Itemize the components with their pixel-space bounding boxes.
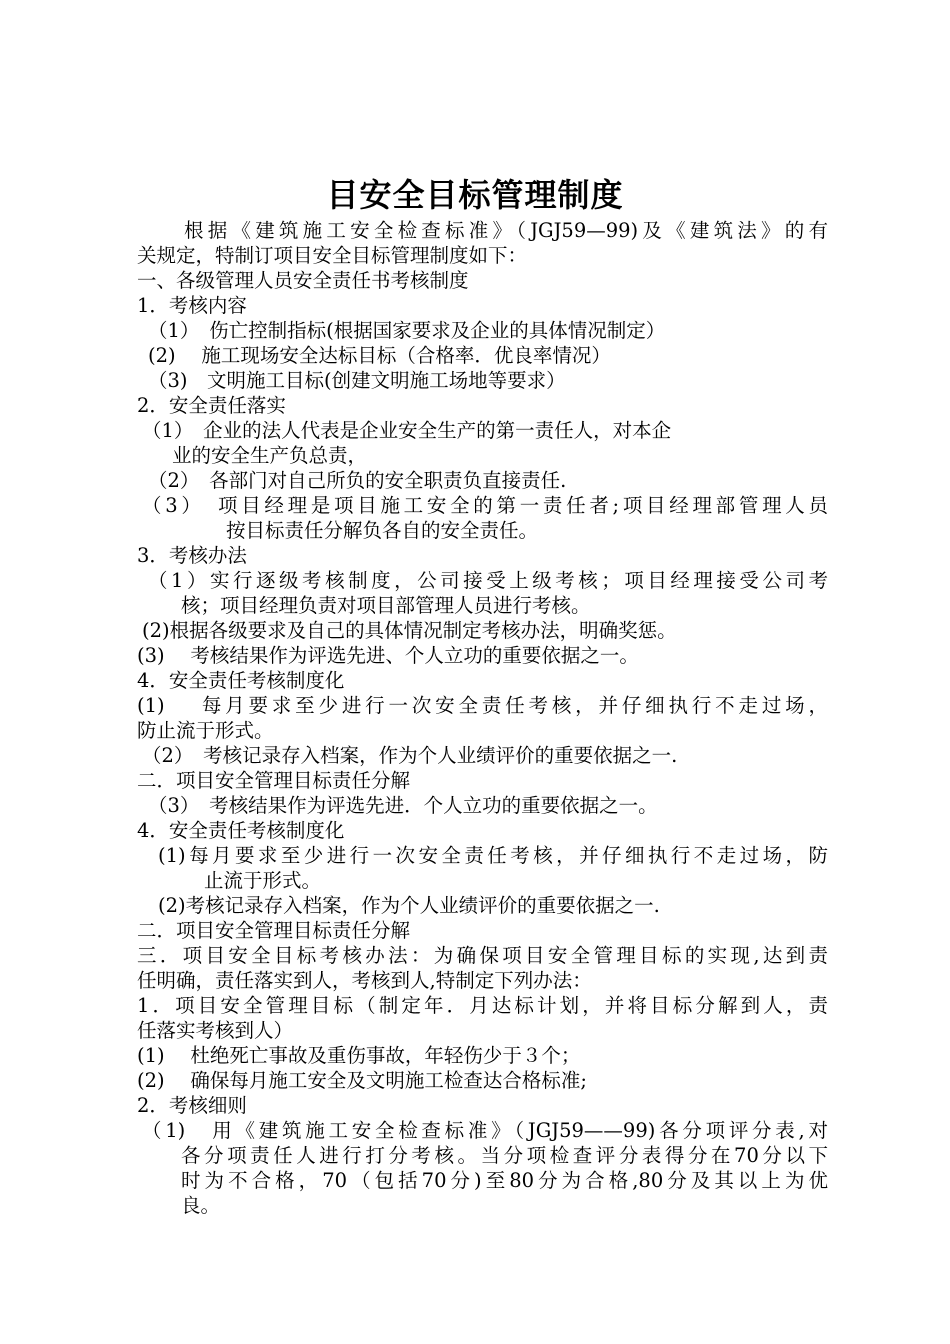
list-item: （1）实行逐级考核制度，公司接受上级考核；项目经理接受公司考 bbox=[148, 569, 828, 592]
list-item-continuation: 良。 bbox=[181, 1194, 221, 1217]
list-item: (2) 确保每月施工安全及文明施工检查达合格标准; bbox=[137, 1069, 587, 1092]
list-item: (2)考核记录存入档案，作为个人业绩评价的重要依据之一. bbox=[158, 894, 660, 917]
paragraph-line: 关规定，特制订项目安全目标管理制度如下： bbox=[137, 244, 528, 267]
paragraph-line: 根据《建筑施工安全检查标准》（JGJ59—99)及《建筑法》的有 bbox=[184, 219, 828, 242]
list-item: （2） 考核记录存入档案，作为个人业绩评价的重要依据之一. bbox=[142, 744, 678, 767]
subsection-heading: 3．考核办法 bbox=[137, 544, 247, 567]
list-item: （3） 考核结果作为评选先进．个人立功的重要依据之一。 bbox=[148, 794, 658, 817]
section-heading: 二．项目安全管理目标责任分解 bbox=[137, 769, 411, 792]
subsection-heading: 4．安全责任考核制度化 bbox=[137, 819, 345, 842]
subsection-heading: 1．考核内容 bbox=[137, 294, 247, 317]
list-item: （1） 伤亡控制指标(根据国家要求及企业的具体情况制定） bbox=[148, 319, 666, 342]
list-item-continuation: 防止流于形式。 bbox=[137, 719, 274, 742]
paragraph-line: 任明确，责任落实到人，考核到人,特制定下列办法： bbox=[137, 969, 592, 992]
subsection-heading: 1．项目安全管理目标（制定年．月达标计划，并将目标分解到人，责 bbox=[137, 994, 828, 1017]
list-item: (1) 每月要求至少进行一次安全责任考核，并仔细执行不走过场， bbox=[137, 694, 828, 717]
list-item-continuation: 各分项责任人进行打分考核。当分项检查评分表得分在70分以下 bbox=[181, 1144, 828, 1167]
list-item: (2)根据各级要求及自己的具体情况制定考核办法，明确奖惩。 bbox=[142, 619, 677, 642]
section-heading: 二．项目安全管理目标责任分解 bbox=[137, 919, 411, 942]
list-item-continuation: 时为不合格，70（包括70分)至80分为合格,80分及其以上为优 bbox=[181, 1169, 828, 1192]
list-item: （2） 各部门对自己所负的安全职责负直接责任. bbox=[148, 469, 567, 492]
section-heading: 三．项目安全目标考核办法：为确保项目安全管理目标的实现,达到责 bbox=[137, 944, 828, 967]
list-item-continuation: 按目标责任分解负各自的安全责任。 bbox=[226, 519, 539, 542]
list-item: (1) 杜绝死亡事故及重伤事故，年轻伤少于３个； bbox=[137, 1044, 581, 1067]
subsection-heading: 2．考核细则 bbox=[137, 1094, 247, 1117]
list-item: （1） 企业的法人代表是企业安全生产的第一责任人，对本企 bbox=[142, 419, 672, 442]
list-item: (2) 施工现场安全达标目标（合格率．优良率情况） bbox=[148, 344, 611, 367]
paragraph-line: 任落实考核到人） bbox=[137, 1019, 294, 1042]
subsection-heading: 2．安全责任落实 bbox=[137, 394, 286, 417]
section-heading: 一、各级管理人员安全责任书考核制度 bbox=[137, 269, 469, 292]
list-item: (3) 考核结果作为评选先进、个人立功的重要依据之一。 bbox=[137, 644, 639, 667]
list-item: （1) 用《建筑施工安全检查标准》（JGJ59——99)各分项评分表,对 bbox=[142, 1119, 828, 1142]
list-item-continuation: 核；项目经理负责对项目部管理人员进行考核。 bbox=[181, 594, 591, 617]
subsection-heading: 4．安全责任考核制度化 bbox=[137, 669, 345, 692]
page-title: 目安全目标管理制度 bbox=[326, 176, 624, 214]
list-item-continuation: 止流于形式。 bbox=[204, 869, 322, 892]
list-item: （3） 项目经理是项目施工安全的第一责任者;项目经理部管理人员 bbox=[142, 494, 828, 517]
list-item: （3) 文明施工目标(创建文明施工场地等要求） bbox=[148, 369, 566, 392]
list-item-continuation: 业的安全生产负总责， bbox=[172, 444, 368, 467]
list-item: (1)每月要求至少进行一次安全责任考核，并仔细执行不走过场，防 bbox=[158, 844, 828, 867]
